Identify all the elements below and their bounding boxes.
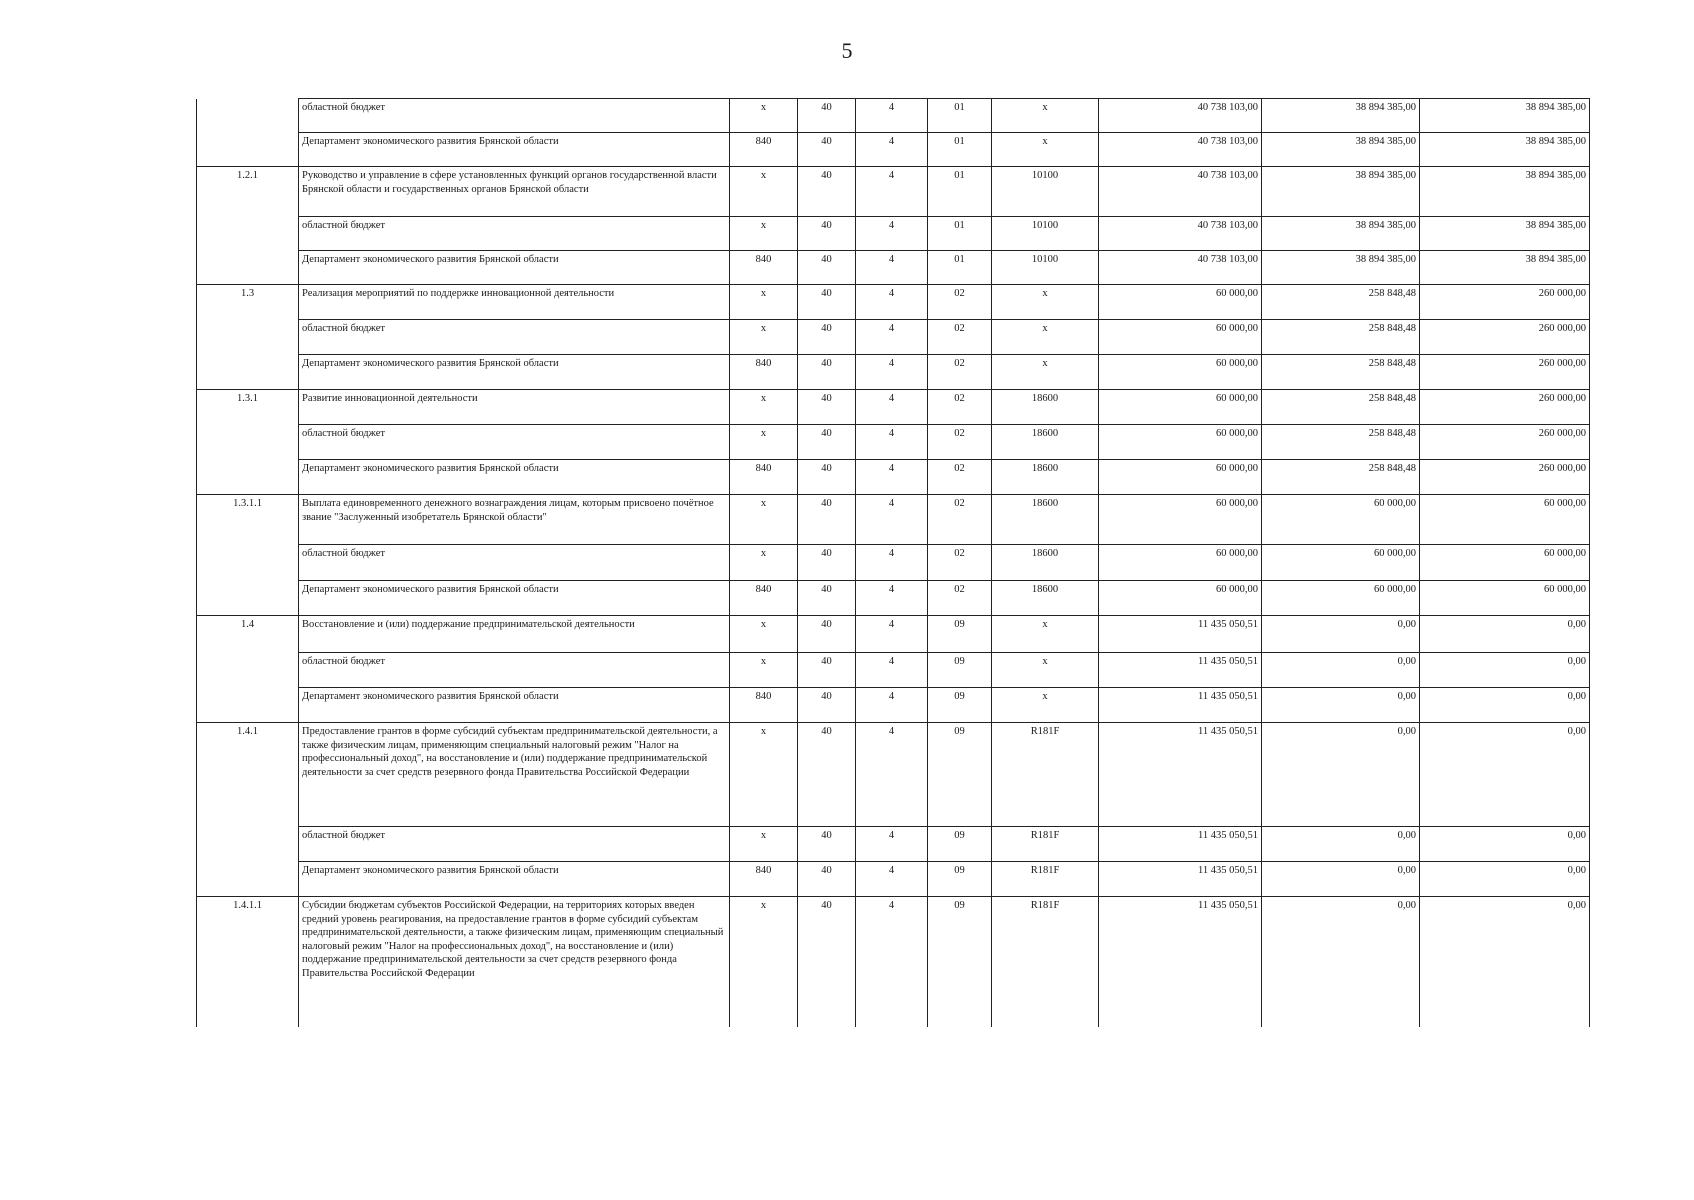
code-ga: 840 (730, 581, 798, 616)
code-section: 40 (798, 616, 856, 653)
code-target: 18600 (992, 581, 1099, 616)
code-event: 01 (928, 251, 992, 285)
table-row (197, 827, 1590, 862)
table-row (197, 897, 1590, 1027)
amount-year-1: 60 000,00 (1099, 425, 1262, 460)
code-target: 10100 (992, 167, 1099, 217)
code-section: 40 (798, 862, 856, 897)
code-section: 40 (798, 320, 856, 355)
code-section: 40 (798, 688, 856, 723)
code-ga: х (730, 217, 798, 251)
code-ga: 840 (730, 460, 798, 495)
code-section: 40 (798, 653, 856, 688)
amount-year-3: 0,00 (1420, 616, 1590, 653)
code-section: 40 (798, 285, 856, 320)
row-name: Департамент экономического развития Брянской области (299, 688, 730, 723)
amount-year-2: 60 000,00 (1262, 581, 1420, 616)
code-subsection: 4 (856, 251, 928, 285)
table-row (197, 688, 1590, 723)
code-section: 40 (798, 355, 856, 390)
code-ga: х (730, 99, 798, 133)
row-name: областной бюджет (299, 320, 730, 355)
table-row (197, 285, 1590, 320)
amount-year-2: 258 848,48 (1262, 285, 1420, 320)
amount-year-1: 60 000,00 (1099, 355, 1262, 390)
amount-year-2: 0,00 (1262, 653, 1420, 688)
row-name: Департамент экономического развития Брянской области (299, 355, 730, 390)
code-ga: х (730, 425, 798, 460)
code-subsection: 4 (856, 653, 928, 688)
code-event: 02 (928, 581, 992, 616)
amount-year-1: 11 435 050,51 (1099, 688, 1262, 723)
code-subsection: 4 (856, 723, 928, 827)
amount-year-3: 260 000,00 (1420, 285, 1590, 320)
amount-year-3: 38 894 385,00 (1420, 99, 1590, 133)
code-event: 02 (928, 460, 992, 495)
code-target: х (992, 285, 1099, 320)
code-event: 01 (928, 167, 992, 217)
table-row (197, 616, 1590, 653)
code-event: 09 (928, 653, 992, 688)
amount-year-1: 40 738 103,00 (1099, 167, 1262, 217)
code-target: 18600 (992, 545, 1099, 581)
amount-year-3: 38 894 385,00 (1420, 217, 1590, 251)
code-subsection: 4 (856, 425, 928, 460)
code-target: х (992, 99, 1099, 133)
code-subsection: 4 (856, 616, 928, 653)
code-target: 18600 (992, 425, 1099, 460)
row-name: Выплата единовременного денежного вознаграждения лицам, которым присвоено почётное звание "Заслуженный изобретатель Брянской области" (299, 495, 730, 545)
amount-year-1: 11 435 050,51 (1099, 827, 1262, 862)
amount-year-1: 11 435 050,51 (1099, 653, 1262, 688)
code-target: 18600 (992, 495, 1099, 545)
code-section: 40 (798, 827, 856, 862)
table-row (197, 133, 1590, 167)
amount-year-3: 260 000,00 (1420, 355, 1590, 390)
code-ga: х (730, 285, 798, 320)
code-event: 01 (928, 217, 992, 251)
row-name: Департамент экономического развития Брянской области (299, 862, 730, 897)
code-target: х (992, 133, 1099, 167)
code-section: 40 (798, 723, 856, 827)
code-section: 40 (798, 545, 856, 581)
row-name: областной бюджет (299, 653, 730, 688)
item-number: 1.3 (197, 285, 299, 390)
row-name: областной бюджет (299, 425, 730, 460)
amount-year-1: 40 738 103,00 (1099, 99, 1262, 133)
code-section: 40 (798, 99, 856, 133)
row-name: областной бюджет (299, 99, 730, 133)
code-subsection: 4 (856, 862, 928, 897)
amount-year-2: 258 848,48 (1262, 460, 1420, 495)
code-ga: х (730, 320, 798, 355)
amount-year-3: 0,00 (1420, 897, 1590, 1027)
table-row (197, 217, 1590, 251)
code-event: 02 (928, 355, 992, 390)
budget-table-body (197, 99, 1590, 1027)
code-subsection: 4 (856, 167, 928, 217)
amount-year-3: 0,00 (1420, 688, 1590, 723)
code-target: х (992, 653, 1099, 688)
table-row (197, 355, 1590, 390)
code-subsection: 4 (856, 460, 928, 495)
code-subsection: 4 (856, 320, 928, 355)
code-target: х (992, 355, 1099, 390)
amount-year-1: 40 738 103,00 (1099, 217, 1262, 251)
code-section: 40 (798, 460, 856, 495)
row-name: Субсидии бюджетам субъектов Российской Федерации, на территориях которых введен средний уровень реагирования, на предоставление грантов в форме субсидий субъектам предпринимательской деятельности, а также физическим лицам, применяющим специальный налоговый режим "Налог на профессиональных доход", на восстановление и (или) поддержание предпринимательской деятельности за счет средств резервного фонда Правительства Российской Федерации (299, 897, 730, 1027)
amount-year-1: 60 000,00 (1099, 460, 1262, 495)
amount-year-1: 11 435 050,51 (1099, 862, 1262, 897)
page-number: 5 (841, 38, 853, 63)
code-subsection: 4 (856, 99, 928, 133)
amount-year-1: 40 738 103,00 (1099, 133, 1262, 167)
code-target: 10100 (992, 217, 1099, 251)
code-ga: х (730, 545, 798, 581)
amount-year-1: 60 000,00 (1099, 320, 1262, 355)
amount-year-3: 60 000,00 (1420, 581, 1590, 616)
table-row (197, 581, 1590, 616)
code-event: 09 (928, 827, 992, 862)
amount-year-1: 11 435 050,51 (1099, 897, 1262, 1027)
amount-year-3: 60 000,00 (1420, 495, 1590, 545)
row-name: Департамент экономического развития Брянской области (299, 133, 730, 167)
code-section: 40 (798, 495, 856, 545)
code-event: 02 (928, 495, 992, 545)
table-row (197, 653, 1590, 688)
item-number (197, 99, 299, 167)
row-name: областной бюджет (299, 545, 730, 581)
code-target: R181F (992, 897, 1099, 1027)
code-ga: х (730, 390, 798, 425)
amount-year-3: 0,00 (1420, 862, 1590, 897)
table-row (197, 545, 1590, 581)
amount-year-3: 0,00 (1420, 827, 1590, 862)
amount-year-3: 38 894 385,00 (1420, 133, 1590, 167)
code-subsection: 4 (856, 897, 928, 1027)
code-subsection: 4 (856, 217, 928, 251)
code-ga: х (730, 616, 798, 653)
row-name: областной бюджет (299, 827, 730, 862)
amount-year-2: 60 000,00 (1262, 495, 1420, 545)
code-section: 40 (798, 581, 856, 616)
table-row (197, 320, 1590, 355)
code-event: 02 (928, 320, 992, 355)
row-name: Восстановление и (или) поддержание предпринимательской деятельности (299, 616, 730, 653)
table-row (197, 425, 1590, 460)
amount-year-2: 0,00 (1262, 616, 1420, 653)
code-section: 40 (798, 217, 856, 251)
amount-year-1: 40 738 103,00 (1099, 251, 1262, 285)
code-event: 09 (928, 862, 992, 897)
code-event: 09 (928, 616, 992, 653)
item-number: 1.4.1 (197, 723, 299, 897)
code-ga: х (730, 723, 798, 827)
amount-year-2: 0,00 (1262, 862, 1420, 897)
amount-year-1: 60 000,00 (1099, 495, 1262, 545)
code-section: 40 (798, 251, 856, 285)
amount-year-3: 260 000,00 (1420, 425, 1590, 460)
table-row (197, 862, 1590, 897)
amount-year-3: 260 000,00 (1420, 460, 1590, 495)
code-ga: 840 (730, 688, 798, 723)
amount-year-2: 38 894 385,00 (1262, 99, 1420, 133)
code-target: х (992, 320, 1099, 355)
code-ga: 840 (730, 251, 798, 285)
amount-year-2: 258 848,48 (1262, 390, 1420, 425)
amount-year-2: 38 894 385,00 (1262, 167, 1420, 217)
table-row (197, 390, 1590, 425)
code-target: R181F (992, 862, 1099, 897)
row-name: Департамент экономического развития Брянской области (299, 251, 730, 285)
code-subsection: 4 (856, 285, 928, 320)
row-name: Реализация мероприятий по поддержке инновационной деятельности (299, 285, 730, 320)
item-number: 1.4.1.1 (197, 897, 299, 1027)
amount-year-2: 258 848,48 (1262, 425, 1420, 460)
amount-year-2: 38 894 385,00 (1262, 217, 1420, 251)
amount-year-2: 60 000,00 (1262, 545, 1420, 581)
amount-year-2: 258 848,48 (1262, 355, 1420, 390)
item-number: 1.3.1.1 (197, 495, 299, 616)
code-subsection: 4 (856, 390, 928, 425)
code-target: 10100 (992, 251, 1099, 285)
code-target: х (992, 616, 1099, 653)
table-row (197, 167, 1590, 217)
row-name: Департамент экономического развития Брянской области (299, 460, 730, 495)
amount-year-3: 60 000,00 (1420, 545, 1590, 581)
code-event: 09 (928, 897, 992, 1027)
code-ga: х (730, 653, 798, 688)
code-target: R181F (992, 723, 1099, 827)
amount-year-3: 260 000,00 (1420, 390, 1590, 425)
code-target: 18600 (992, 390, 1099, 425)
code-event: 01 (928, 99, 992, 133)
amount-year-3: 38 894 385,00 (1420, 167, 1590, 217)
row-name: областной бюджет (299, 217, 730, 251)
code-ga: х (730, 897, 798, 1027)
code-section: 40 (798, 425, 856, 460)
row-name: Развитие инновационной деятельности (299, 390, 730, 425)
code-subsection: 4 (856, 581, 928, 616)
table-row (197, 460, 1590, 495)
amount-year-1: 60 000,00 (1099, 545, 1262, 581)
row-name: Предоставление грантов в форме субсидий субъектам предпринимательской деятельности, а также физическим лицам, применяющим специальный налоговый режим "Налог на профессиональный доход", на восстановление и (или) поддержание предпринимательской деятельности за счет средств резервного фонда Правительства Российской Федерации (299, 723, 730, 827)
code-subsection: 4 (856, 827, 928, 862)
code-subsection: 4 (856, 495, 928, 545)
item-number: 1.3.1 (197, 390, 299, 495)
table-row (197, 99, 1590, 133)
code-section: 40 (798, 133, 856, 167)
amount-year-2: 38 894 385,00 (1262, 251, 1420, 285)
amount-year-3: 0,00 (1420, 723, 1590, 827)
code-section: 40 (798, 167, 856, 217)
amount-year-2: 258 848,48 (1262, 320, 1420, 355)
amount-year-3: 0,00 (1420, 653, 1590, 688)
amount-year-1: 60 000,00 (1099, 390, 1262, 425)
code-event: 02 (928, 285, 992, 320)
amount-year-2: 0,00 (1262, 897, 1420, 1027)
code-target: R181F (992, 827, 1099, 862)
amount-year-1: 60 000,00 (1099, 285, 1262, 320)
code-event: 02 (928, 390, 992, 425)
code-subsection: 4 (856, 133, 928, 167)
code-ga: 840 (730, 133, 798, 167)
amount-year-1: 11 435 050,51 (1099, 723, 1262, 827)
item-number: 1.2.1 (197, 167, 299, 285)
amount-year-2: 0,00 (1262, 688, 1420, 723)
code-subsection: 4 (856, 688, 928, 723)
code-event: 09 (928, 723, 992, 827)
code-section: 40 (798, 897, 856, 1027)
table-row (197, 495, 1590, 545)
amount-year-1: 60 000,00 (1099, 581, 1262, 616)
code-event: 09 (928, 688, 992, 723)
row-name: Руководство и управление в сфере установленных функций органов государственной власти Брянской области и государственных органов Брянской области (299, 167, 730, 217)
code-ga: 840 (730, 355, 798, 390)
code-event: 02 (928, 545, 992, 581)
code-ga: 840 (730, 862, 798, 897)
row-name: Департамент экономического развития Брянской области (299, 581, 730, 616)
amount-year-1: 11 435 050,51 (1099, 616, 1262, 653)
code-ga: х (730, 167, 798, 217)
code-ga: х (730, 495, 798, 545)
item-number: 1.4 (197, 616, 299, 723)
code-subsection: 4 (856, 545, 928, 581)
code-subsection: 4 (856, 355, 928, 390)
table-row (197, 251, 1590, 285)
budget-table (196, 98, 1590, 1027)
amount-year-2: 0,00 (1262, 827, 1420, 862)
amount-year-3: 38 894 385,00 (1420, 251, 1590, 285)
code-event: 01 (928, 133, 992, 167)
amount-year-2: 38 894 385,00 (1262, 133, 1420, 167)
table-row (197, 723, 1590, 827)
code-section: 40 (798, 390, 856, 425)
code-ga: х (730, 827, 798, 862)
amount-year-3: 260 000,00 (1420, 320, 1590, 355)
code-target: х (992, 688, 1099, 723)
code-event: 02 (928, 425, 992, 460)
amount-year-2: 0,00 (1262, 723, 1420, 827)
code-target: 18600 (992, 460, 1099, 495)
